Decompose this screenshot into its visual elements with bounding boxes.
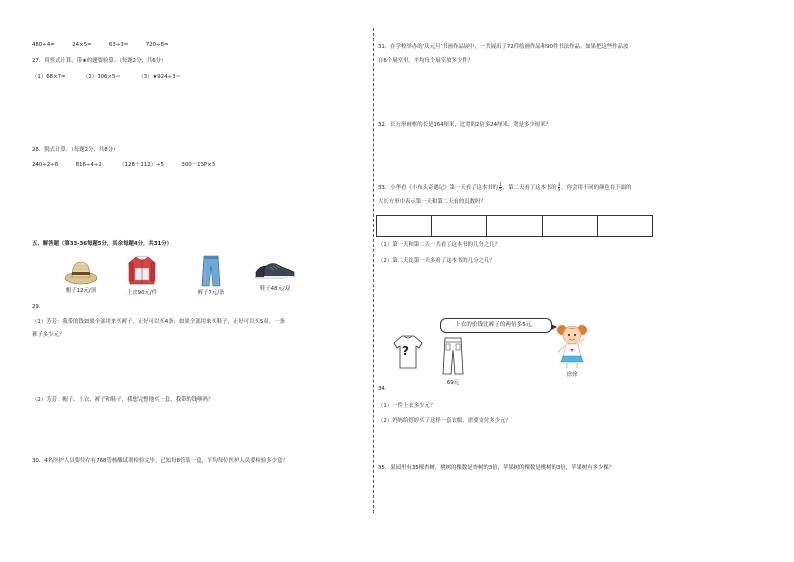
pants-price: 69元: [446, 380, 460, 386]
rectangle-cell[interactable]: [377, 216, 432, 236]
product-label: 裤子7元/条: [197, 290, 225, 296]
q32-text: 32．长方形画框的长是164厘米，比宽的2倍多24厘米，宽是多少厘米？: [378, 122, 551, 128]
q34-sub2: （2）妈妈给婷婷买了这样一套衣服，需要支付多少元？: [378, 418, 511, 424]
section5-title: 五、解答题（第33-36每题5分，其余每题4分，共31分）: [32, 241, 173, 247]
fraction-rectangle[interactable]: [376, 215, 653, 237]
q27-item: （1）68×7=: [32, 74, 66, 80]
pants-figure: [436, 336, 470, 387]
girl-figure: [552, 322, 592, 379]
rectangle-cell[interactable]: [487, 216, 542, 236]
q35-text: 35．果园里有35棵杏树，桃树的棵数是杏树的3倍，苹果树的棵数是桃树的3倍，苹果树有多少棵？: [378, 465, 615, 471]
q33-sub1: （1）第一天和第二天一共看了这本书的几分之几？: [378, 242, 501, 248]
q27-item: （2）306×5＝: [82, 74, 121, 80]
q28-item: 300－13P×3: [181, 162, 216, 168]
q28-title: 28．脱式计算。（每题2分，共8分）: [32, 147, 119, 153]
q30-text: 30．4名医护人员要往存有768管核酸试剂检验完毕。已知每8管装一盒，平均每位医护人员要检验多少盒？: [32, 458, 288, 464]
product-hat: [58, 256, 104, 295]
q29-part2: （2）芳芳：帽子、上衣、裤子和鞋子，我想完整地买一套，我带的钱够吗？: [32, 397, 214, 403]
product-pants: [188, 254, 234, 297]
q29-number: 29．: [32, 304, 45, 310]
q34-sub1: （1）一件上衣多少元？: [378, 403, 436, 409]
q33-text-a: 33．小华看《小布头奇遇记》第一天看了这本书的: [378, 185, 499, 192]
fraction-numerator: 3: [557, 182, 561, 187]
q28-item: 240÷2÷6: [32, 162, 59, 168]
q28-items: [32, 162, 215, 169]
q33-line2: 大长方形中表示第一天和第二天看的页数吗？: [378, 199, 486, 205]
product-label: 鞋子48元/双: [259, 286, 291, 292]
oral-calc-row: [32, 42, 169, 49]
q29-part1-line2: 裤子多少元？: [32, 332, 65, 338]
q28-item: （128＋112）÷5: [119, 162, 164, 168]
q33-text-c: 。你会用不同的颜色在下面的: [561, 185, 632, 192]
pants-outline-icon: [441, 336, 465, 378]
q34-number: 34．: [378, 386, 391, 392]
shirt-figure: [392, 334, 424, 370]
q28-item: 816÷4÷2: [75, 162, 102, 168]
pants-icon: [200, 254, 222, 288]
oral-item: 480÷4=: [32, 42, 55, 48]
girl-icon: [554, 322, 590, 370]
rectangle-cell[interactable]: [598, 216, 652, 236]
rectangle-cell[interactable]: [543, 216, 598, 236]
q29-part1-line1: （1）芳芳：我带的钱如果全部用来买裤子，正好可以买4条；如果全部用来买鞋子，正好可以买5双。一条: [32, 319, 285, 325]
fraction-one-fifth: [499, 183, 502, 192]
product-label: 上衣90元/件: [126, 290, 158, 296]
speech-bubble-text: 上衣的价钱比裤子的两倍多5元。: [455, 322, 537, 328]
fraction-three-fifths: [558, 183, 561, 192]
q27-item: （3）★924÷3＝: [138, 74, 181, 80]
hat-icon: [64, 256, 98, 286]
fraction-numerator: 1: [499, 182, 502, 187]
product-label: 帽子12元/顶: [65, 288, 97, 294]
q33-text-b: ，第二天看了这本书的: [502, 185, 557, 192]
oral-item: 720÷8=: [145, 42, 169, 48]
shirt-price-unknown: ?: [402, 344, 409, 358]
q31-line2: 在6个展室里，平均每个展室放多少件？: [378, 58, 474, 64]
product-shoes: [250, 258, 300, 293]
oral-item: 24×5=: [72, 42, 92, 48]
product-jacket: [118, 254, 166, 297]
column-divider: [373, 28, 374, 513]
fraction-denominator: 5: [557, 187, 561, 193]
q27-title: 27．用竖式计算，带★的题要验算。（每题2分，共6分）: [32, 58, 167, 64]
fraction-denominator: 5: [499, 187, 502, 193]
shoes-icon: [254, 258, 296, 284]
rectangle-cell[interactable]: [432, 216, 487, 236]
q33-line1: [378, 183, 631, 192]
girl-name: 徐徐: [566, 372, 578, 378]
q33-sub2: （2）第二天比第一天多看了这本书的几分之几？: [378, 258, 495, 264]
jacket-icon: [127, 254, 157, 288]
speech-bubble: [440, 318, 552, 333]
q27-items: [32, 74, 181, 81]
q31-line1: 31．在学校举办的‘庆元旦’书画作品展中，一共展出了72件绘画作品和90件书法作品。如果把这些作品放: [378, 44, 629, 50]
oral-item: 63÷3=: [108, 42, 129, 48]
